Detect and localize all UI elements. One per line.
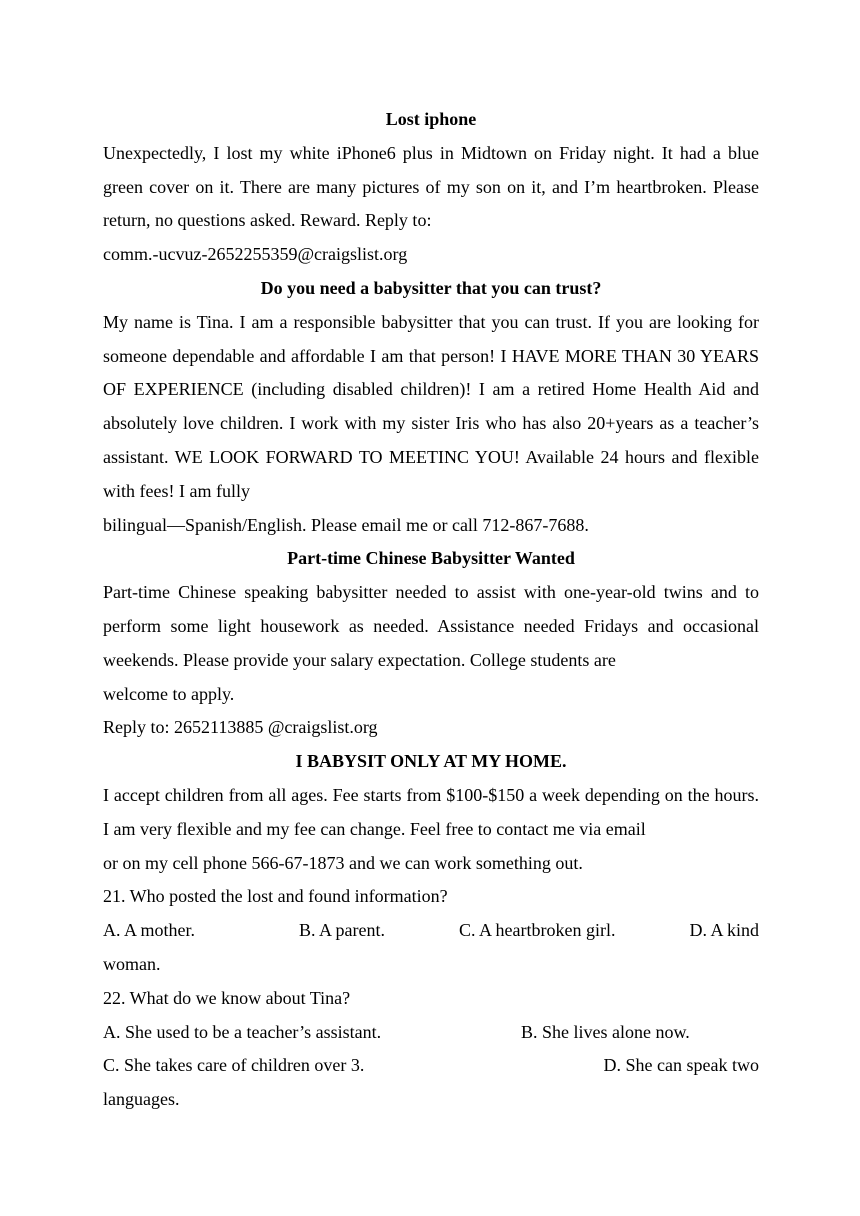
question-22: 22. What do we know about Tina? [103, 987, 351, 1008]
option-d: D. She can speak two [603, 1055, 759, 1076]
option-c: C. A heartbroken girl. [458, 920, 616, 941]
option-a: A. A mother. [103, 920, 196, 941]
ad-body-text: Part-time Chinese speaking babysitter needed to assist with one-year-old twins and to perform some light housework as needed. Assistance needed Fridays and occasional weekends. Please provide your salary expectation. College students are [103, 582, 759, 670]
option-b: B. A parent. [299, 920, 385, 941]
option-d: D. A kind [689, 920, 759, 941]
option-a: A. She used to be a teacher’s assistant. [103, 1021, 382, 1042]
ad-title-babysitter-trust: Do you need a babysitter that you can trust? [260, 277, 602, 298]
ad-body-text: Unexpectedly, I lost my white iPhone6 plus in Midtown on Friday night. It had a blue green cover on it. There are many pictures of my son on it, and I’m heartbroken. Please return, no questions asked. Reward. Reply to: [103, 142, 759, 231]
ad-body-end: or on my cell phone 566-67-1873 and we can work something out. [103, 852, 583, 873]
ad-body-lost-iphone [103, 137, 759, 272]
ad-body-last-line: bilingual—Spanish/English. Please email me or call 712-867-7688. [103, 514, 589, 535]
ad-body-text: I accept children from all ages. Fee starts from $100-$150 a week depending on the hours. I am very flexible and my fee can change. Feel free to contact me via email [103, 784, 759, 839]
ad-title-chinese-babysitter: Part-time Chinese Babysitter Wanted [287, 548, 575, 569]
option-d-wrap: languages. [103, 1089, 180, 1110]
question-21: 21. Who posted the lost and found information? [103, 886, 448, 907]
option-b: B. She lives alone now. [521, 1021, 690, 1042]
ad-reply-email: comm.-ucvuz-2652255359@craigslist.org [103, 244, 408, 265]
ad-body-text: My name is Tina. I am a responsible babysitter that you can trust. If you are looking for someone dependable and affordable I am that person! I HAVE MORE THAN 30 YEARS OF EXPERIENCE (including disabled children)! I am a retired Home Health Aid and absolutely love children. I work with my sister Iris who has also 20+years as a teacher’s assistant. WE LOOK FORWARD TO MEETINC YOU! Available 24 hours and flexible with fees! I am fully [103, 311, 759, 501]
option-c: C. She takes care of children over 3. [103, 1055, 365, 1076]
document-page [103, 103, 759, 1117]
ad-body-end: welcome to apply. [103, 683, 235, 704]
option-d-wrap: woman. [103, 953, 161, 974]
ad-body-babysit-home [103, 779, 759, 880]
ad-title-lost-iphone: Lost iphone [385, 109, 477, 129]
ad-title-babysit-home: I BABYSIT ONLY AT MY HOME. [295, 751, 567, 772]
ad-body-chinese-babysitter [103, 576, 759, 711]
question-21-options [103, 914, 759, 948]
question-22-options-ab [103, 1016, 759, 1050]
ad-reply-email: Reply to: 2652113885 @craigslist.org [103, 717, 378, 738]
ad-body-babysitter-trust [103, 306, 759, 543]
question-22-options-cd [103, 1049, 759, 1083]
